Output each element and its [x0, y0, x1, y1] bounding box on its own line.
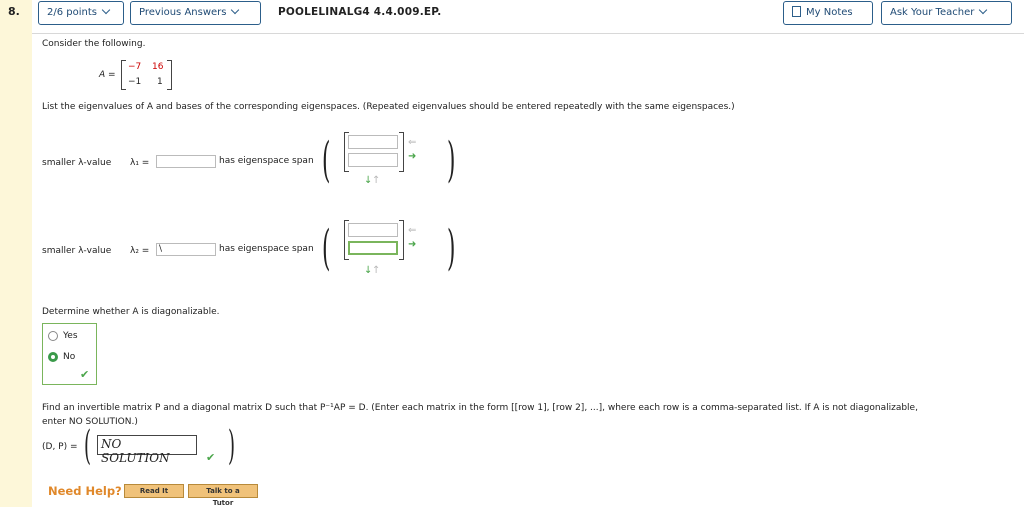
points-label: 2/6 points — [47, 7, 97, 18]
question-id: POOLELINALG4 4.4.009.EP. — [278, 6, 442, 18]
chevron-down-icon — [231, 6, 239, 14]
matrix-cell: −1 — [128, 77, 142, 87]
lambda-label: λ₂ = — [130, 246, 150, 256]
eigenvector-1-entry-2[interactable] — [348, 153, 398, 167]
choice-no-label: No — [63, 352, 76, 362]
lambda-2-input[interactable]: \ — [156, 243, 216, 256]
question-number: 8. — [8, 5, 20, 18]
my-notes-label: My Notes — [806, 7, 853, 18]
chevron-down-icon — [102, 6, 110, 14]
eigenspace-span-label: has eigenspace span — [219, 244, 314, 254]
eigen-row-label: smaller λ-value — [42, 158, 112, 168]
dp-label: (D, P) = — [42, 442, 78, 452]
radio-yes[interactable] — [48, 331, 58, 341]
chevron-down-icon — [979, 6, 987, 14]
left-paren: ( — [322, 132, 331, 188]
right-paren: ) — [228, 423, 236, 469]
my-notes-button[interactable] — [783, 1, 873, 25]
vector-right-bracket — [399, 132, 404, 172]
matrix-right-bracket — [167, 60, 172, 90]
eigenspace-span-label: has eigenspace span — [219, 156, 314, 166]
read-it-button[interactable]: Read It — [124, 484, 184, 498]
remove-row-icon[interactable]: ↑ — [372, 265, 381, 276]
eigenvector-1-entry-1[interactable] — [348, 135, 398, 149]
ask-teacher-dropdown[interactable] — [881, 1, 1012, 25]
left-paren: ( — [322, 220, 331, 276]
eigenvector-2-entry-1[interactable] — [348, 223, 398, 237]
previous-answers-dropdown[interactable] — [130, 1, 261, 25]
add-column-icon[interactable]: ➜ — [408, 151, 417, 162]
remove-column-icon[interactable]: ⇐ — [408, 137, 417, 148]
right-paren: ) — [447, 220, 456, 276]
choice-yes-label: Yes — [63, 331, 78, 341]
add-column-icon[interactable]: ➜ — [408, 239, 417, 250]
eigenvector-2-entry-2[interactable] — [348, 241, 398, 255]
lambda-1-input[interactable] — [156, 155, 216, 168]
matrix-label: A = — [99, 70, 116, 80]
add-row-icon[interactable]: ↓ — [364, 265, 373, 276]
matrix-cell: 16 — [152, 62, 164, 72]
eigen-row-label: smaller λ-value — [42, 246, 112, 256]
remove-column-icon[interactable]: ⇐ — [408, 225, 417, 236]
left-paren: ( — [84, 423, 92, 469]
matrix-left-bracket — [121, 60, 126, 90]
question-header — [32, 0, 1024, 34]
points-dropdown[interactable] — [38, 1, 124, 25]
remove-row-icon[interactable]: ↑ — [372, 175, 381, 186]
prompt-text: Consider the following. — [42, 39, 146, 49]
need-help-label: Need Help? — [48, 484, 122, 498]
correct-check-icon: ✔ — [206, 451, 216, 464]
right-paren: ) — [447, 132, 456, 188]
talk-to-tutor-button[interactable]: Talk to a Tutor — [188, 484, 258, 498]
question-number-column — [0, 0, 32, 507]
diagonalizable-question: Determine whether A is diagonalizable. — [42, 307, 220, 317]
dp-answer-input[interactable]: NO SOLUTION — [97, 435, 197, 455]
previous-answers-label: Previous Answers — [139, 7, 227, 18]
vector-right-bracket — [399, 220, 404, 260]
matrix-cell: 1 — [157, 77, 163, 87]
radio-no[interactable] — [48, 352, 58, 362]
instruction-text: List the eigenvalues of A and bases of the corresponding eigenspaces. (Repeated eigenvalues should be entered repeatedly with the same eigenspaces.) — [42, 102, 735, 112]
find-instruction-line2: enter NO SOLUTION.) — [42, 417, 138, 427]
add-row-icon[interactable]: ↓ — [364, 175, 373, 186]
matrix-cell: −7 — [128, 62, 142, 72]
ask-teacher-label: Ask Your Teacher — [890, 7, 975, 18]
notes-icon — [792, 6, 801, 17]
find-instruction-line1: Find an invertible matrix P and a diagonal matrix D such that P⁻¹AP = D. (Enter each matrix in the form [[row 1], [row 2], ...], where each row is a comma-separated list. If A is not diagonalizable, — [42, 403, 918, 413]
lambda-label: λ₁ = — [130, 158, 150, 168]
correct-check-icon: ✔ — [80, 368, 90, 381]
